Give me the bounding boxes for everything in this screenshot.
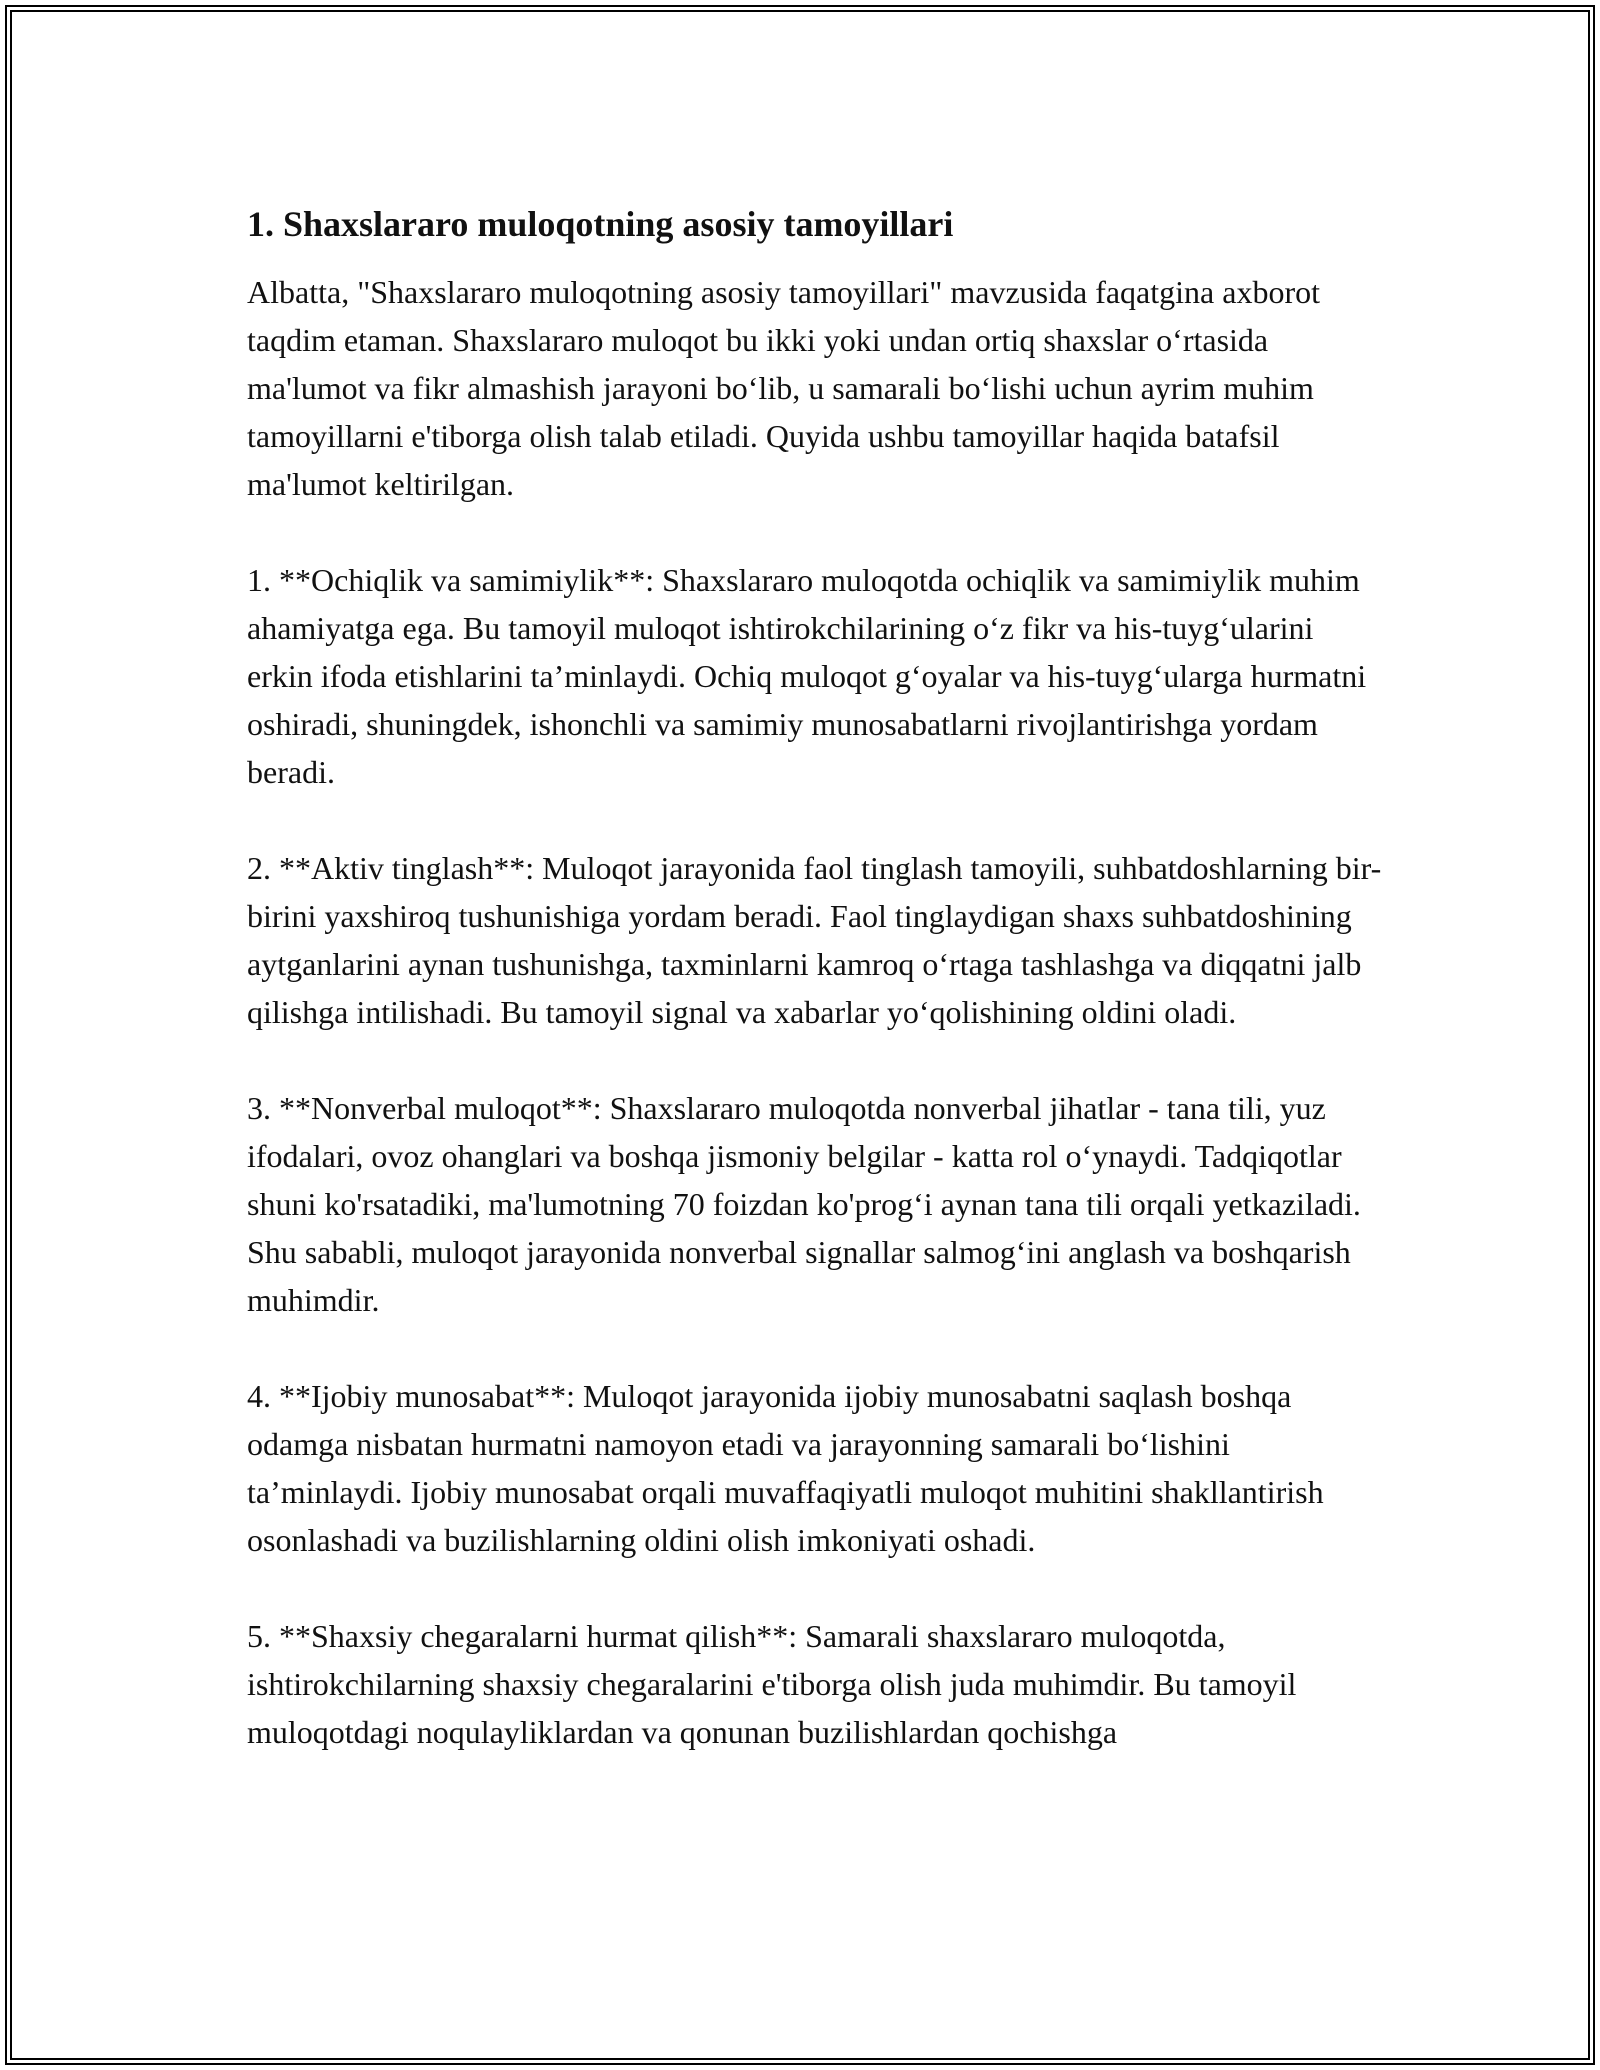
document-title: 1. Shaxslararo muloqotning asosiy tamoyillari bbox=[247, 204, 954, 244]
principle-openness-paragraph: 1. **Ochiqlik va samimiylik**: Shaxslararo muloqotda ochiqlik va samimiylik muhim ahamiyatga ega. Bu tamoyil muloqot ishtirokchilarining o‘z fikr va his-tuyg‘ularini erkin ifoda etishlarini ta’minlaydi. Ochiq muloqot g‘oyalar va his-tuyg‘ularga hurmatni oshiradi, shuningdek, ishonchli va samimiy munosabatlarni rivojlantirishga yordam beradi. bbox=[247, 562, 1367, 790]
document-body bbox=[247, 200, 1382, 1804]
principle-active-listening-paragraph: 2. **Aktiv tinglash**: Muloqot jarayonida faol tinglash tamoyili, suhbatdoshlarning bir-birini yaxshiroq tushunishiga yordam beradi. Faol tinglaydigan shaxs suhbatdoshining aytganlarini aynan tushunishga, taxminlarni kamroq o‘rtaga tashlashga va diqqatni jalb qilishga intilishadi. Bu tamoyil signal va xabarlar yo‘qolishining oldini oladi. bbox=[247, 850, 1382, 1030]
principle-positive-attitude-paragraph: 4. **Ijobiy munosabat**: Muloqot jarayonida ijobiy munosabatni saqlash boshqa odamga nisbatan hurmatni namoyon etadi va jarayonning samarali bo‘lishini ta’minlaydi. Ijobiy munosabat orqali muvaffaqiyatli muloqot muhitini shakllantirish osonlashadi va buzilishlarning oldini olish imkoniyati oshadi. bbox=[247, 1378, 1324, 1558]
page-frame bbox=[5, 5, 1595, 2065]
principle-nonverbal-paragraph: 3. **Nonverbal muloqot**: Shaxslararo muloqotda nonverbal jihatlar - tana tili, yuz ifodalari, ovoz ohanglari va boshqa jismoniy belgilar - katta rol o‘ynaydi. Tadqiqotlar shuni ko'rsatadiki, ma'lumotning 70 foizdan ko'prog‘i aynan tana tili orqali yetkaziladi. Shu sababli, muloqot jarayonida nonverbal signallar salmog‘ini anglash va boshqarish muhimdir. bbox=[247, 1090, 1361, 1318]
intro-paragraph: Albatta, "Shaxslararo muloqotning asosiy tamoyillari" mavzusida faqatgina axborot taqdim etaman. Shaxslararo muloqot bu ikki yoki undan ortiq shaxslar o‘rtasida ma'lumot va fikr almashish jarayoni bo‘lib, u samarali bo‘lishi uchun ayrim muhim tamoyillarni e'tiborga olish talab etiladi. Quyida ushbu tamoyillar haqida batafsil ma'lumot keltirilgan. bbox=[247, 274, 1320, 502]
principle-personal-boundaries-paragraph: 5. **Shaxsiy chegaralarni hurmat qilish**: Samarali shaxslararo muloqotda, ishtirokchilarning shaxsiy chegaralarini e'tiborga olish juda muhimdir. Bu tamoyil muloqotdagi noqulayliklardan va qonunan buzilishlardan qochishga bbox=[247, 1618, 1297, 1750]
